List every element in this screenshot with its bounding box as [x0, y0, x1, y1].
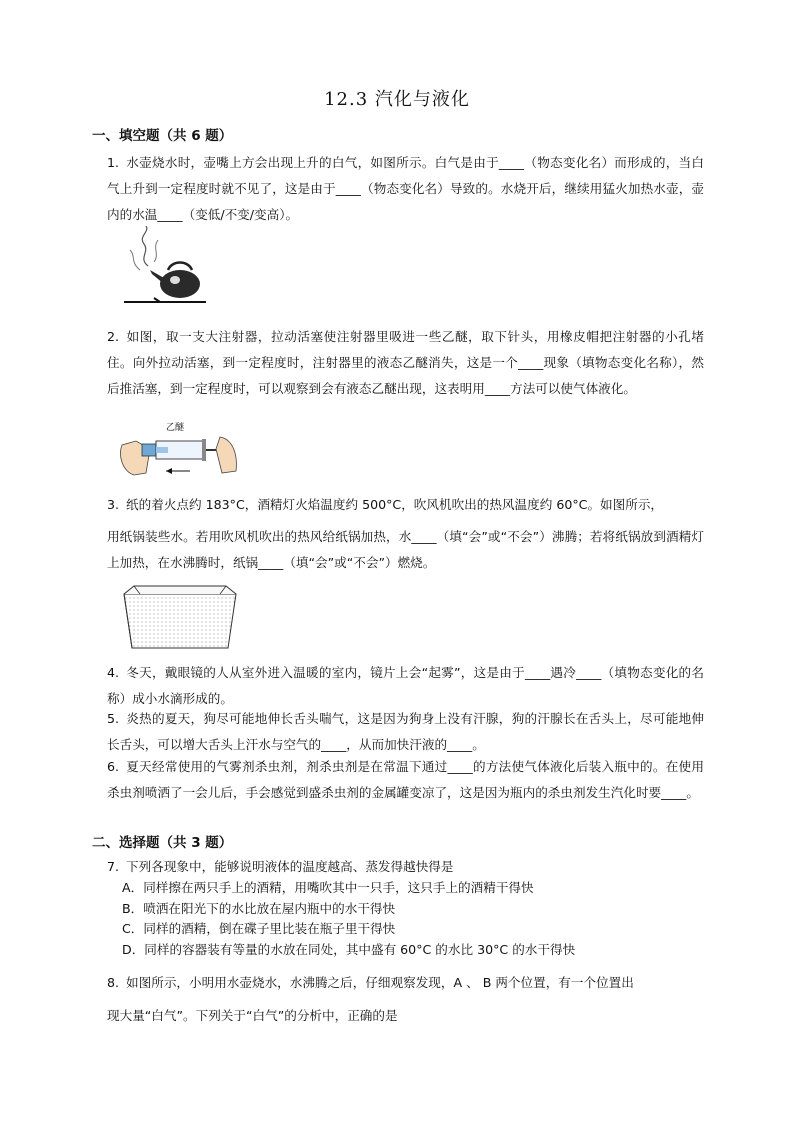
option-b[interactable]: B．喷洒在阳光下的水比放在屋内瓶中的水干得快	[122, 900, 396, 916]
question-text-line1: 如图所示，小明用水壶烧水，水沸腾之后，仔细观察发现，A 、 B 两个位置，有一个位置出	[126, 975, 634, 990]
question-number: 1.	[107, 155, 120, 170]
question-text: 用纸锅装些水。若用吹风机吹出的热风给纸锅加热，水____（填“会”或“不会”）沸腾；若将纸锅放到酒精灯上加热，在水沸腾时，纸锅____（填“会”或“不会”）燃烧。	[107, 529, 704, 570]
question-7-options	[122, 878, 575, 960]
question-5	[107, 706, 704, 758]
section-heading-fill: 一、填空题（共 6 题）	[92, 128, 233, 144]
kettle-figure	[120, 226, 210, 304]
question-3-continued	[107, 524, 704, 576]
ether-label: 乙醚	[166, 423, 185, 433]
option-c[interactable]: C．同样的酒精，倒在碟子里比装在瓶子里干得快	[122, 921, 396, 936]
section-heading-choice: 二、选择题（共 3 题）	[92, 835, 233, 851]
question-8-continued	[107, 1003, 704, 1029]
question-text: 冬天，戴眼镜的人从室外进入温暖的室内，镜片上会“起雾”，这是由于____遇冷____（填物态变化的名称）成小水滴形成的。	[107, 665, 704, 706]
question-text: 水壶烧水时，壶嘴上方会出现上升的白气，如图所示。白气是由于____（物态变化名）而形成的，当白气上升到一定程度时就不见了，这是由于____（物态变化名）导致的。水烧开后，继续用猛火加热水壶，壶内的水温____（变低/不变/变高）。	[107, 155, 704, 222]
question-number: 6.	[107, 759, 120, 774]
question-number: 7.	[107, 859, 120, 874]
option-a[interactable]: A．同样擦在两只手上的酒精，用嘴吹其中一只手，这只手上的酒精干得快	[122, 880, 534, 895]
question-7	[107, 857, 704, 878]
question-text-line1: 纸的着火点约 183°C，酒精灯火焰温度约 500°C，吹风机吹出的热风温度约 60°C。如图所示，	[126, 497, 664, 512]
question-4	[107, 660, 704, 712]
question-number: 8.	[107, 975, 120, 990]
question-2	[107, 324, 704, 402]
question-text: 下列各现象中，能够说明液体的温度越高、蒸发得越快得是	[126, 859, 454, 874]
question-number: 5.	[107, 711, 120, 726]
question-6	[107, 754, 704, 806]
page-title: 12.3 汽化与液化	[324, 89, 470, 110]
question-3	[107, 492, 704, 518]
question-number: 4.	[107, 665, 120, 680]
question-number: 2.	[107, 329, 120, 344]
question-text: 如图，取一支大注射器，拉动活塞使注射器里吸进一些乙醚，取下针头，用橡皮帽把注射器的小孔堵住。向外拉动活塞，到一定程度时，注射器里的液态乙醚消失，这是一个____现象（填物态变化名称），然后推活塞，到一定程度时，可以观察到会有液态乙醚出现，这表明用____方法可以使气体液化。	[107, 329, 704, 396]
question-text: 现大量“白气”。下列关于“白气”的分析中，正确的是	[107, 1008, 398, 1023]
question-1	[107, 150, 704, 228]
question-number: 3.	[107, 497, 120, 512]
paper-pot-figure	[120, 584, 240, 654]
question-text: 夏天经常使用的气雾剂杀虫剂，剂杀虫剂是在常温下通过____的方法使气体液化后装入瓶中的。在使用杀虫剂喷洒了一会儿后，手会感觉到盛杀虫剂的金属罐变凉了，这是因为瓶内的杀虫剂发生汽化时要____。	[107, 759, 704, 800]
question-8	[107, 970, 704, 996]
syringe-figure	[116, 419, 240, 481]
option-d[interactable]: D．同样的容器装有等量的水放在同处，其中盛有 60°C 的水比 30°C 的水干得快	[122, 941, 576, 957]
question-text: 炎热的夏天，狗尽可能地伸长舌头喘气，这是因为狗身上没有汗腺，狗的汗腺长在舌头上，尽可能地伸长舌头，可以增大舌头上汗水与空气的____，从而加快汗液的____。	[107, 711, 705, 752]
